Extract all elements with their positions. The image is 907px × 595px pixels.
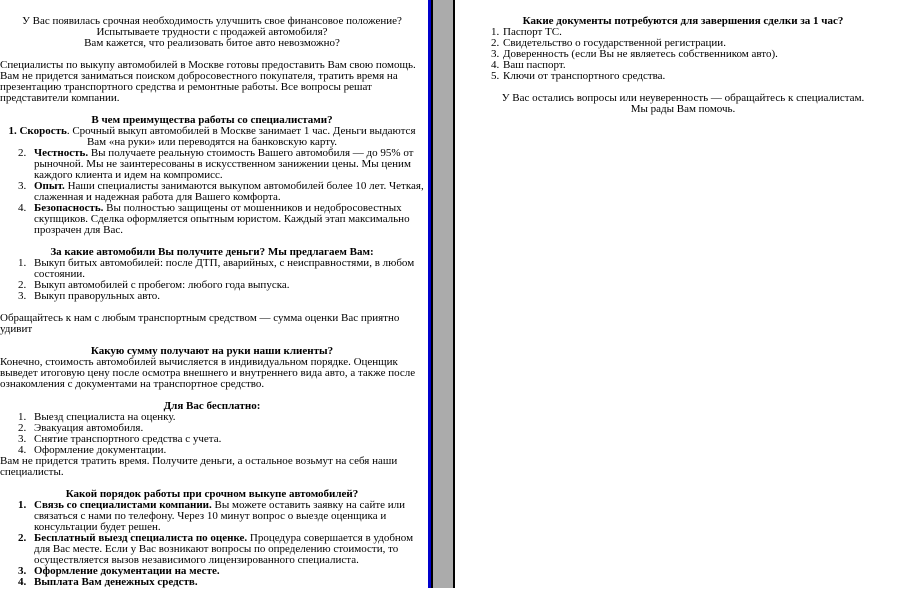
advantages-item-1-text: . Срочный выкуп автомобилей в Москве занимает 1 час. Деньги выдаются Вам «на руки» или переводятся на банковскую карту. bbox=[66, 125, 416, 148]
section-heading-advantages: В чем преимущества работы со специалистами? bbox=[91, 114, 333, 126]
advantages-item bbox=[0, 181, 424, 203]
advantages-item-text: Вы получаете реальную стоимость Вашего автомобиля — до 95% от рыночной. Мы не заинтересованы в искусственном занижении цены. Мы ценим каждого клиента и идем на компромисс. bbox=[34, 147, 414, 181]
list-number: 3. bbox=[18, 565, 27, 577]
cars-item bbox=[0, 291, 424, 302]
order-item bbox=[0, 533, 424, 566]
intro-paragraph: Специалисты по выкупу автомобилей в Москве готовы предоставить Вам свою помощь. Вам не придется заниматься поиском добросовестного покупателя, тратить время на презентацию транспортного средства и ремонтные работы. Все вопросы решат представители компании. bbox=[0, 59, 416, 104]
docs-item-text: Паспорт ТС. bbox=[503, 26, 562, 38]
list-number: 3. bbox=[18, 433, 27, 445]
free-item-text: Эвакуация автомобиля. bbox=[34, 422, 144, 434]
list-number: 5. bbox=[491, 70, 500, 82]
closing-line: Мы рады Вам помочь. bbox=[630, 103, 736, 115]
list-number: 2. bbox=[491, 37, 500, 49]
advantages-item-text: Наши специалисты занимаются выкупом автомобилей более 10 лет. Четкая, слаженная и надежная работа для Вашего комфорта. bbox=[34, 180, 424, 203]
advantages-item-text: Вы полностью защищены от мошенников и недобросовестных скупщиков. Сделка оформляется опытным юристом. Каждый этап максимально прозрачен для Вас. bbox=[34, 202, 410, 236]
order-item-text: Вы можете оставить заявку на сайте или связаться с нами по телефону. Через 10 минут вопрос о выезде оценщика и консультации будет решен. bbox=[34, 499, 406, 533]
advantages-item-1 bbox=[0, 126, 424, 148]
list-number: 2. bbox=[18, 279, 27, 291]
list-number: 4. bbox=[491, 59, 500, 71]
cars-item-text: Выкуп битых автомобилей: после ДТП, аварийных, с неисправностями, в любом состоянии. bbox=[34, 257, 415, 280]
advantages-item-lead: Опыт. bbox=[34, 180, 65, 192]
order-item bbox=[0, 500, 424, 533]
list-number: 3. bbox=[491, 48, 500, 60]
order-item-text: Оформление документации на месте. bbox=[34, 565, 220, 577]
intro-line: У Вас появилась срочная необходимость улучшить свое финансовое положение? bbox=[22, 15, 402, 27]
order-item-text: Процедура совершается в удобном для Вас месте. Если у Вас возникают вопросы по определению стоимости, то осуществляется вызов независимого лицензированного специалиста. bbox=[34, 532, 414, 566]
list-number: 1. bbox=[491, 26, 500, 38]
order-item-bold bbox=[0, 577, 424, 588]
page-right[interactable] bbox=[455, 0, 907, 588]
list-number: 2. bbox=[18, 422, 27, 434]
free-item bbox=[0, 445, 424, 456]
free-item-text: Снятие транспортного средства с учета. bbox=[34, 433, 222, 445]
cars-item bbox=[0, 258, 424, 280]
docs-item-text: Ключи от транспортного средства. bbox=[503, 70, 666, 82]
page-left[interactable] bbox=[0, 0, 428, 588]
free-item-text: Оформление документации. bbox=[34, 444, 167, 456]
section-heading-cars: За какие автомобили Вы получите деньги? Мы предлагаем Вам: bbox=[50, 246, 374, 258]
list-number: 1. bbox=[18, 411, 27, 423]
docs-item-text: Ваш паспорт. bbox=[503, 59, 566, 71]
advantages-item-1-lead: 1. Скорость bbox=[8, 125, 67, 137]
list-number: 1. bbox=[18, 257, 27, 269]
free-item-text: Выезд специалиста на оценку. bbox=[34, 411, 176, 423]
section-heading-docs: Какие документы потребуются для завершения сделки за 1 час? bbox=[522, 15, 844, 27]
free-after-paragraph: Вам не придется тратить время. Получите деньги, а остальное возьмут на себя наши специалисты. bbox=[0, 455, 398, 478]
advantages-item-lead: Безопасность. bbox=[34, 202, 104, 214]
list-number: 2. bbox=[18, 147, 27, 159]
section-heading-free: Для Вас бесплатно: bbox=[163, 400, 261, 412]
docs-item-text: Доверенность (если Вы не являетесь собственником авто). bbox=[503, 48, 778, 60]
intro-line: Испытываете трудности с продажей автомобиля? bbox=[96, 26, 328, 38]
order-item-lead: Связь со специалистами компании. bbox=[34, 499, 212, 511]
list-number: 4. bbox=[18, 576, 27, 588]
advantages-item bbox=[0, 203, 424, 236]
section-heading-sum: Какую сумму получают на руки наши клиенты? bbox=[90, 345, 334, 357]
order-item-lead: Бесплатный выезд специалиста по оценке. bbox=[34, 532, 248, 544]
cars-item-text: Выкуп автомобилей с пробегом: любого года выпуска. bbox=[34, 279, 290, 291]
advantages-item-lead: Честность. bbox=[34, 147, 89, 159]
sum-paragraph: Конечно, стоимость автомобилей вычисляется в индивидуальном порядке. Оценщик выведет итоговую цену после осмотра внешнего и внутреннего вида авто, а также после ознакомления с документами на транспортное средство. bbox=[0, 356, 416, 390]
list-number: 4. bbox=[18, 444, 27, 456]
note-paragraph: Обращайтесь к нам с любым транспортным средством — сумма оценки Вас приятно удивит bbox=[0, 312, 400, 335]
page-gutter bbox=[433, 0, 453, 588]
section-heading-order: Какой порядок работы при срочном выкупе автомобилей? bbox=[65, 488, 359, 500]
closing-line: У Вас остались вопросы или неуверенность — обращайтесь к специалистам. bbox=[501, 92, 865, 104]
docs-item bbox=[473, 71, 893, 82]
list-number: 3. bbox=[18, 180, 27, 192]
advantages-item bbox=[0, 148, 424, 181]
docs-item-text: Свидетельство о государственной регистрации. bbox=[503, 37, 726, 49]
list-number: 1. bbox=[18, 499, 27, 511]
list-number: 3. bbox=[18, 290, 27, 302]
cars-item-text: Выкуп праворульных авто. bbox=[34, 290, 161, 302]
intro-line: Вам кажется, что реализовать битое авто невозможно? bbox=[84, 37, 340, 49]
list-number: 2. bbox=[18, 532, 27, 544]
list-number: 4. bbox=[18, 202, 27, 214]
order-item-text: Выплата Вам денежных средств. bbox=[34, 576, 198, 588]
